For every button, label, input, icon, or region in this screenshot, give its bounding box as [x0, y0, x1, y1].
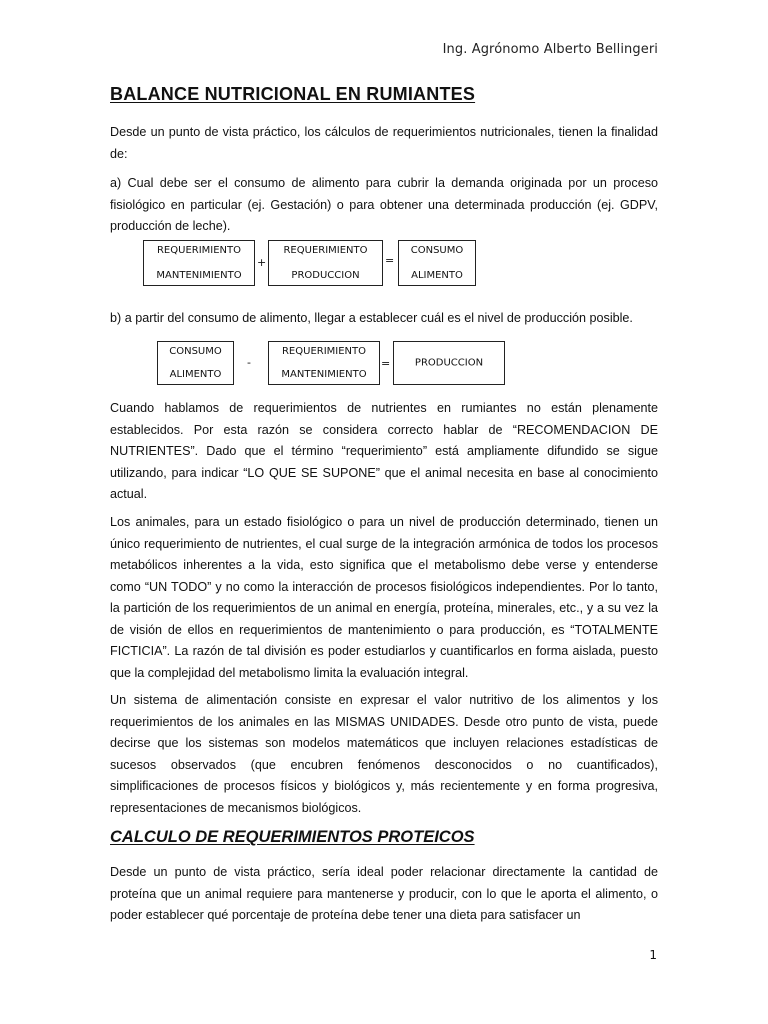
box-requerimiento-mantenimiento	[268, 341, 380, 385]
box-label-line1: REQUERIMIENTO	[156, 245, 242, 256]
paragraph-a: a) Cual debe ser el consumo de alimento para cubrir la demanda originada por un proceso fisiológico en particular (ej. Gestación) o para obtener una determinada producción (ej. GDPV, producción de leche).	[110, 176, 658, 233]
box-label-line2: MANTENIMIENTO	[281, 369, 367, 380]
equals-operator: =	[385, 254, 395, 267]
plus-operator: +	[257, 256, 267, 269]
box-requerimiento-mantenimiento	[143, 240, 255, 286]
intro-paragraph: Desde un punto de vista práctico, los cálculos de requerimientos nutricionales, tienen la finalidad de:	[110, 125, 658, 161]
section-title: CALCULO DE REQUERIMIENTOS PROTEICOS	[110, 828, 475, 846]
header-author: Ing. Agrónomo Alberto Bellingeri	[442, 42, 658, 57]
paragraph-sistema-alimentacion: Un sistema de alimentación consiste en expresar el valor nutritivo de los alimentos y los requerimientos de los animales en las MISMAS UNIDADES. Desde otro punto de vista, puede decirse que los sistemas son modelos matemáticos que incluyen relaciones estadísticas de sucesos observados (que encubren fenómenos desconocidos o no cuantificados), simplificaciones de procesos físicos y biológicos y, más recientemente y en forma progresiva, representaciones de mecanismos biológicos.	[110, 693, 658, 815]
equals-operator: =	[381, 357, 391, 370]
paragraph-b: b) a partir del consumo de alimento, llegar a establecer cuál es el nivel de producción posible.	[110, 311, 633, 325]
box-label-line2: ALIMENTO	[169, 369, 222, 380]
page-number: 1	[649, 948, 657, 962]
box-label-line1: CONSUMO	[410, 245, 464, 256]
box-label: PRODUCCION	[414, 357, 484, 369]
box-label-line1: REQUERIMIENTO	[281, 346, 367, 357]
paragraph-proteina: Desde un punto de vista práctico, sería ideal poder relacionar directamente la cantidad de proteína que un animal requiere para mantenerse y producir, con lo que le aporta el alimento, o poder establecer qué porcentaje de proteína debe tener una dieta para satisfacer un	[110, 865, 658, 922]
box-label-line2: MANTENIMIENTO	[156, 270, 242, 281]
box-label-line2: PRODUCCION	[291, 270, 360, 281]
box-label-line1: REQUERIMIENTO	[283, 245, 368, 256]
paragraph-requerimiento-unico: Los animales, para un estado fisiológico o para un nivel de producción determinado, tienen un único requerimiento de nutrientes, el cual surge de la integración armónica de todos los procesos metabólicos inherentes a la vida, esto significa que el metabolismo debe verse y entenderse como “UN TODO” y no como la interacción de procesos fisiológicos independientes. Por lo tanto, la partición de los requerimientos de un animal en energía, proteína, minerales, etc., y a su vez la de visión de ellos en requerimientos de mantenimiento o para producción, es “TOTALMENTE FICTICIA”. La razón de tal división es poder estudiarlos y cuantificarlos en forma aislada, puesto que la complejidad del metabolismo limita la evaluación integral.	[110, 515, 658, 680]
box-consumo-alimento	[398, 240, 476, 286]
document-title: BALANCE NUTRICIONAL EN RUMIANTES	[110, 84, 476, 104]
paragraph-recomendacion: Cuando hablamos de requerimientos de nutrientes en rumiantes no están plenamente establecidos. Por esta razón se considera correcto hablar de “RECOMENDACION DE NUTRIENTES”. Dado que el término “requerimiento” está ampliamente difundido se sigue utilizando, para indicar “LO QUE SE SUPONE” que el animal necesita en base al conocimiento actual.	[110, 401, 658, 501]
box-label-line2: ALIMENTO	[411, 270, 463, 281]
box-label-line1: CONSUMO	[169, 346, 222, 357]
minus-operator: -	[247, 356, 251, 369]
box-requerimiento-produccion	[268, 240, 383, 286]
box-produccion	[393, 341, 505, 385]
box-consumo-alimento	[157, 341, 234, 385]
